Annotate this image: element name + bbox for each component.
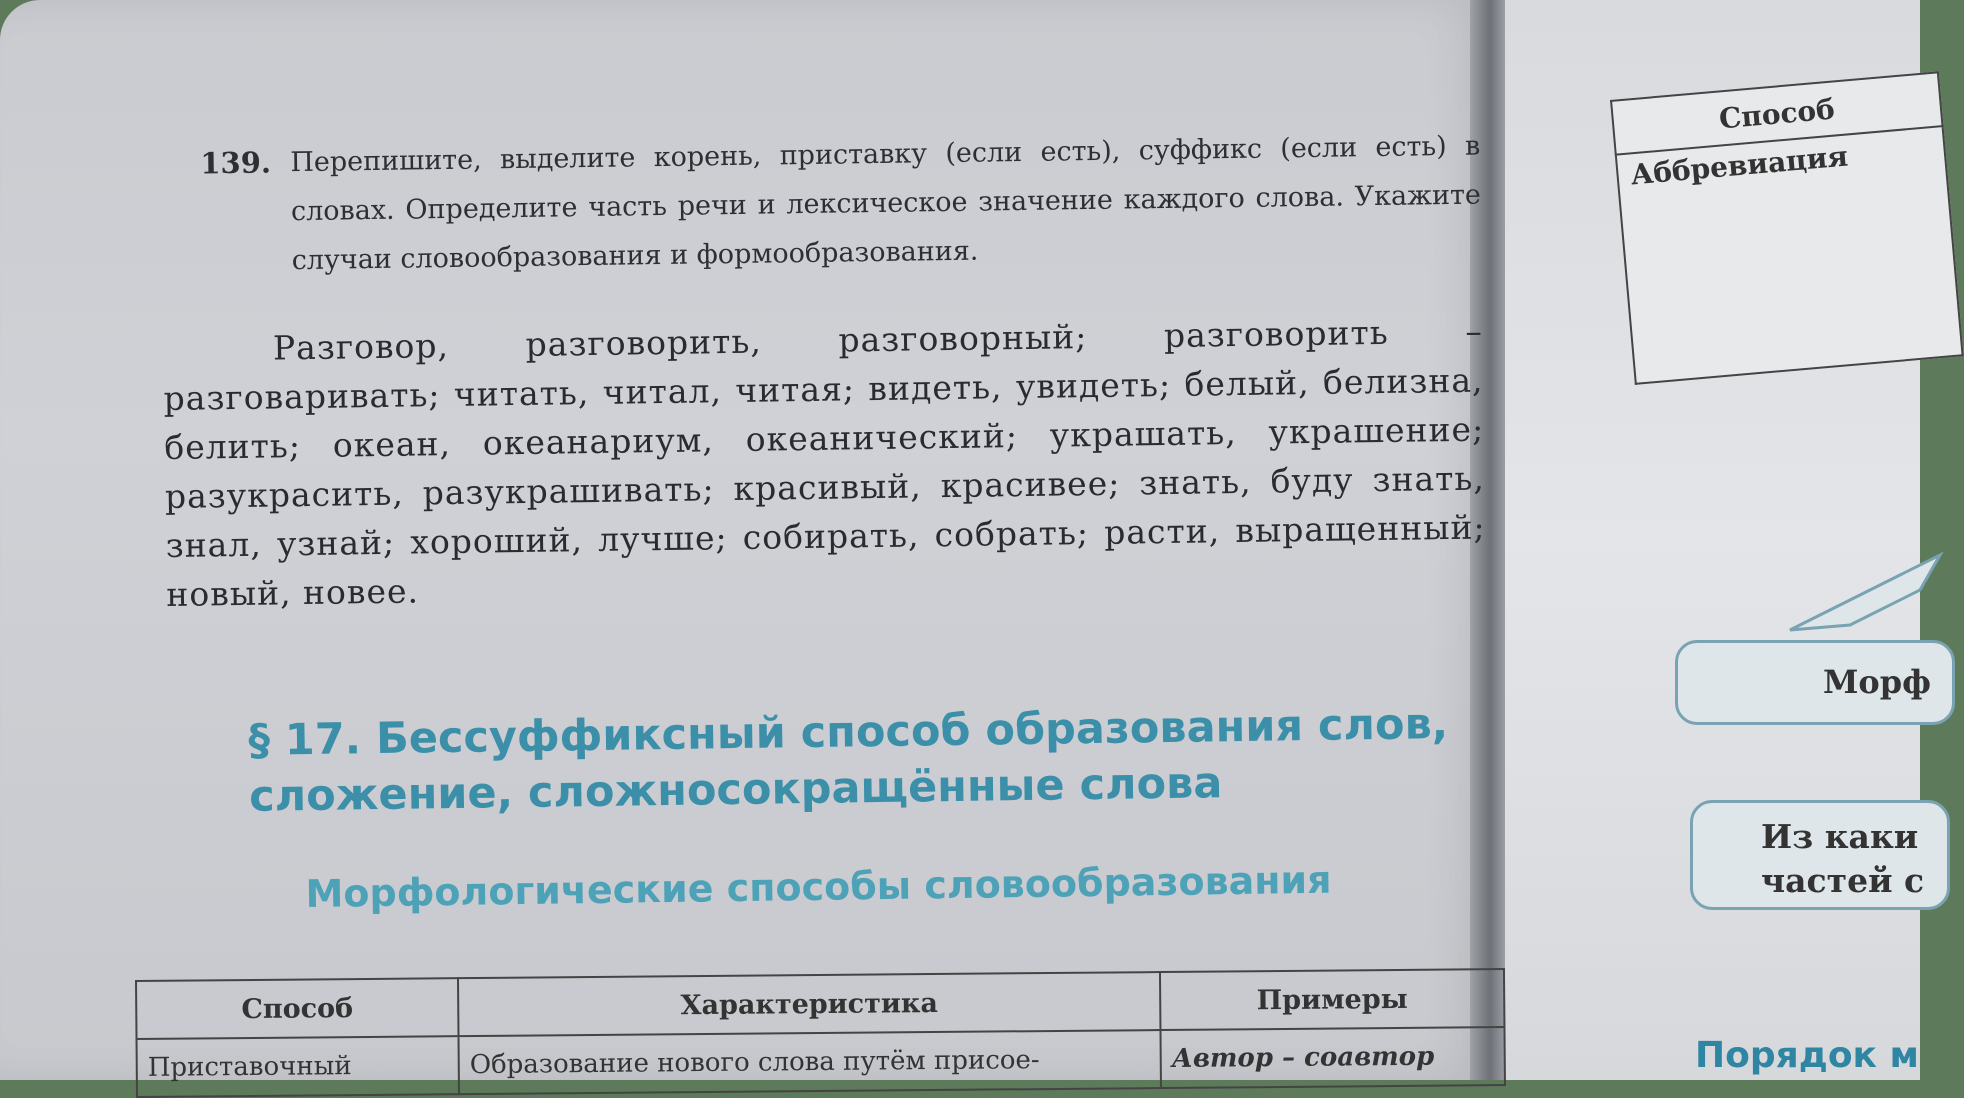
- right-page-heading: Порядок м: [1695, 1035, 1919, 1076]
- table-header-examples: Примеры: [1160, 969, 1504, 1030]
- right-page-table: [1610, 71, 1964, 385]
- word-formation-table: [135, 968, 1506, 1098]
- table-header-characteristic: Характеристика: [458, 972, 1160, 1036]
- page-content: [160, 122, 1491, 918]
- section-title: § 17. Бессуффиксный способ образования слов, сложение, сложносокращённые слова: [248, 699, 1449, 822]
- callout-bubble-morph-text: Морф: [1823, 663, 1931, 701]
- right-table-cell: Аббревиация: [1616, 126, 1963, 384]
- table-row: [137, 1027, 1505, 1097]
- table-header-method: Способ: [136, 978, 458, 1039]
- table-cell-characteristic: Образование нового слова путём присое-: [459, 1030, 1161, 1094]
- exercise-word-list: Разговор, разговорить, разговорный; разговорить – разговаривать; читать, читал, читая; видеть, увидеть; белый, белизна, белить; океан, океанариум, океанический; украшать, украшение; разукрасить, разукрашивать; красивый, красивее; знать, буду знать, знал, узнай; хороший, лучше; собирать, собрать; расти, выращенный; новый, новее.: [163, 311, 1486, 614]
- subsection-title: Морфологические способы словообразования: [305, 857, 1332, 917]
- right-table-header: Способ: [1611, 72, 1942, 154]
- table-cell-example: Автор – соавтор: [1160, 1027, 1504, 1088]
- callout-bubble-parts-line1: Из каки: [1761, 817, 1919, 856]
- arrow-icon: [1790, 555, 1940, 635]
- exercise-block: [160, 122, 1482, 287]
- callout-bubble-parts-line2: частей с: [1761, 861, 1925, 900]
- callout-bubble-parts: [1690, 800, 1950, 910]
- exercise-instruction: Перепишите, выделите корень, приставку (если есть), суффикс (если есть) в словах. Определите часть речи и лексическое значение каждого слова. Укажите случаи словообразования и формообразования.: [290, 130, 1482, 277]
- callout-bubble-morph: [1675, 640, 1955, 725]
- table-cell-method: Приставочный: [137, 1036, 459, 1097]
- exercise-number: 139.: [200, 145, 272, 181]
